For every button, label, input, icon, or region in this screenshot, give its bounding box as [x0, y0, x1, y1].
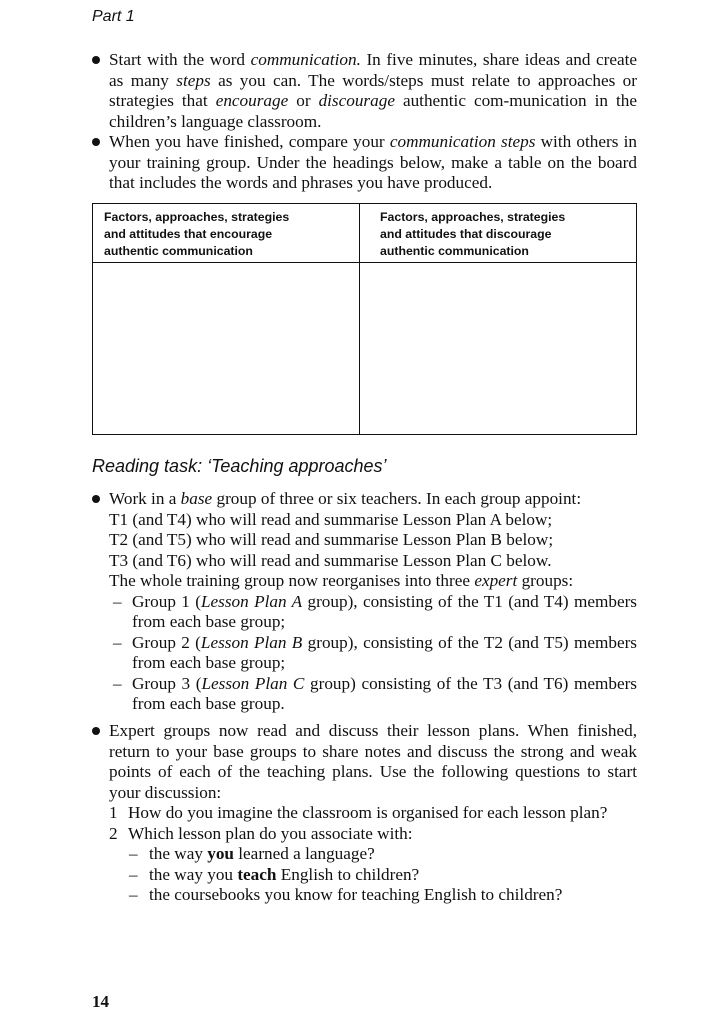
table-header-discourage: Factors, approaches, strategies and attitudes that discourage authentic communication [360, 204, 636, 263]
table-header-encourage: Factors, approaches, strategies and attitudes that encourage authentic communication [93, 204, 359, 263]
bullet-dot-icon [92, 56, 100, 64]
association-item: – the coursebooks you know for teaching English to children? [129, 885, 563, 904]
assignment-line-a: T1 (and T4) who will read and summarise Lesson Plan A below; [109, 509, 553, 529]
bullet-compare-steps [92, 132, 637, 194]
table-cell-encourage [93, 264, 359, 434]
bullet-dot-icon [92, 138, 100, 146]
expert-groups-intro: The whole training group now reorganises into three expert groups: [109, 571, 574, 590]
bullet-expert-discussion [92, 721, 637, 906]
discussion-question: 2 Which lesson plan do you associate with: [109, 823, 413, 843]
communication-table [92, 203, 637, 435]
discussion-intro: Expert groups now read and discuss their lesson plans. When finished, return to your base groups to share notes and discuss the strong and weak points of each of the teaching plans. Use the following questions to start your discussion: [109, 721, 637, 802]
bullet-text: Start with the word communication. In five minutes, share ideas and create as many steps as you can. The words/steps must relate to approaches or strategies that encourage or discourage authentic com-munication in the children’s language classroom. [109, 50, 638, 131]
base-group-intro: Work in a base group of three or six teachers. In each group appoint: [109, 489, 582, 508]
association-item: – the way you teach English to children? [129, 864, 420, 884]
expert-group-item: – Group 2 (Lesson Plan B group), consisting of the T2 (and T5) members from each base group; [113, 632, 637, 672]
reading-task-heading: Reading task: ‘Teaching approaches’ [92, 456, 387, 476]
part-label: Part 1 [92, 8, 135, 25]
assignment-line-c: T3 (and T6) who will read and summarise Lesson Plan C below. [109, 550, 552, 570]
bullet-communication-task [92, 50, 637, 132]
expert-group-item: – Group 3 (Lesson Plan C group) consisting of the T3 (and T6) members from each base group. [113, 673, 637, 713]
bullet-text: When you have finished, compare your communication steps with others in your training group. Under the headings below, make a table on the board that includes the words and phrases you have produced. [109, 132, 637, 192]
expert-group-item: – Group 1 (Lesson Plan A group), consisting of the T1 (and T4) members from each base group; [113, 591, 637, 631]
bullet-dot-icon [92, 495, 100, 503]
table-cell-discourage [360, 264, 636, 434]
bullet-base-groups [92, 489, 637, 715]
bullet-dot-icon [92, 727, 100, 735]
discussion-question: 1 How do you imagine the classroom is organised for each lesson plan? [109, 803, 608, 822]
page-number: 14 [92, 992, 109, 1011]
assignment-line-b: T2 (and T5) who will read and summarise Lesson Plan B below; [109, 530, 554, 549]
association-item: – the way you learned a language? [129, 844, 375, 863]
